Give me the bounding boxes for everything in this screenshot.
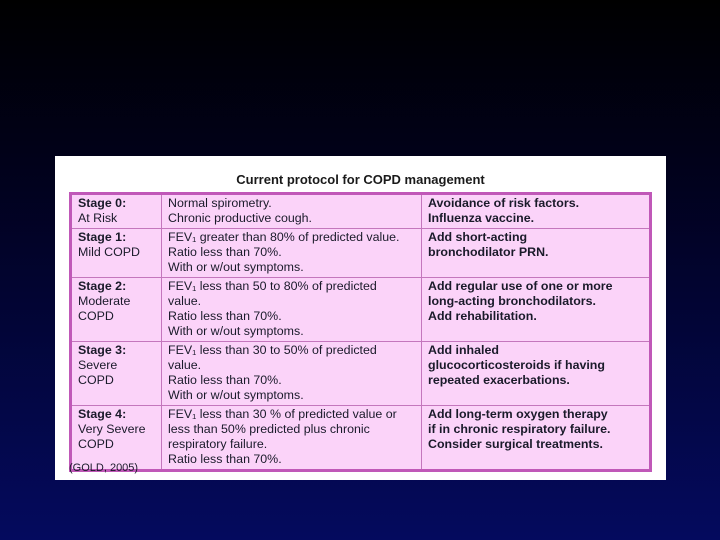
criteria-cell [162,278,422,342]
stage-cell [71,342,162,406]
criteria-line: less than 50% predicted plus chronic [168,422,370,436]
treatment-line: Add short-acting [428,230,528,244]
treatment-line: if in chronic respiratory failure. [428,422,611,436]
stage-description: At Risk [78,211,118,225]
treatment-cell [422,406,651,471]
stage-cell [71,229,162,278]
stage-description: Moderate [78,294,131,308]
table-row [71,278,651,342]
stage-cell [71,406,162,471]
table-row [71,342,651,406]
stage-cell [71,194,162,229]
criteria-line: Normal spirometry. [168,196,272,210]
criteria-line: value. [168,294,202,308]
treatment-line: Consider surgical treatments. [428,437,603,451]
treatment-line: Add regular use of one or more [428,279,613,293]
criteria-line: Chronic productive cough. [168,211,312,225]
treatment-line: Influenza vaccine. [428,211,535,225]
stage-name: Stage 2: [78,279,127,293]
criteria-line: Ratio less than 70%. [168,373,282,387]
copd-protocol-table [69,192,652,472]
treatment-line: glucocorticosteroids if having [428,358,605,372]
table-row [71,229,651,278]
treatment-line: Add inhaled [428,343,499,357]
criteria-line: Ratio less than 70%. [168,309,282,323]
treatment-line: Add rehabilitation. [428,309,537,323]
stage-description: COPD [78,309,114,323]
treatment-cell [422,194,651,229]
table-row [71,406,651,471]
treatment-cell [422,342,651,406]
criteria-line: With or w/out symptoms. [168,324,304,338]
treatment-cell [422,278,651,342]
criteria-cell [162,194,422,229]
table-row [71,194,651,229]
treatment-line: bronchodilator PRN. [428,245,549,259]
criteria-line: FEV₁ greater than 80% of predicted value. [168,230,400,244]
criteria-line: FEV₁ less than 30 to 50% of predicted [168,343,377,357]
treatment-line: repeated exacerbations. [428,373,570,387]
treatment-line: Avoidance of risk factors. [428,196,580,210]
source-footnote: (GOLD, 2005) [69,462,139,474]
treatment-line: Add long-term oxygen therapy [428,407,608,421]
criteria-cell [162,342,422,406]
stage-cell [71,278,162,342]
criteria-line: FEV₁ less than 50 to 80% of predicted [168,279,377,293]
criteria-line: respiratory failure. [168,437,268,451]
stage-name: Stage 0: [78,196,127,210]
criteria-line: FEV₁ less than 30 % of predicted value or [168,407,397,421]
criteria-cell [162,406,422,471]
stage-description: COPD [78,373,114,387]
stage-name: Stage 1: [78,230,127,244]
criteria-line: Ratio less than 70%. [168,245,282,259]
stage-description: Severe [78,358,118,372]
criteria-line: Ratio less than 70%. [168,452,282,466]
treatment-cell [422,229,651,278]
stage-name: Stage 4: [78,407,127,421]
criteria-line: value. [168,358,202,372]
treatment-line: long-acting bronchodilators. [428,294,596,308]
stage-name: Stage 3: [78,343,127,357]
stage-description: Mild COPD [78,245,140,259]
criteria-line: With or w/out symptoms. [168,260,304,274]
protocol-panel [55,156,666,480]
criteria-line: With or w/out symptoms. [168,388,304,402]
stage-description: Very Severe [78,422,146,436]
criteria-cell [162,229,422,278]
table-title: Current protocol for COPD management [236,172,485,187]
stage-description: COPD [78,437,114,451]
